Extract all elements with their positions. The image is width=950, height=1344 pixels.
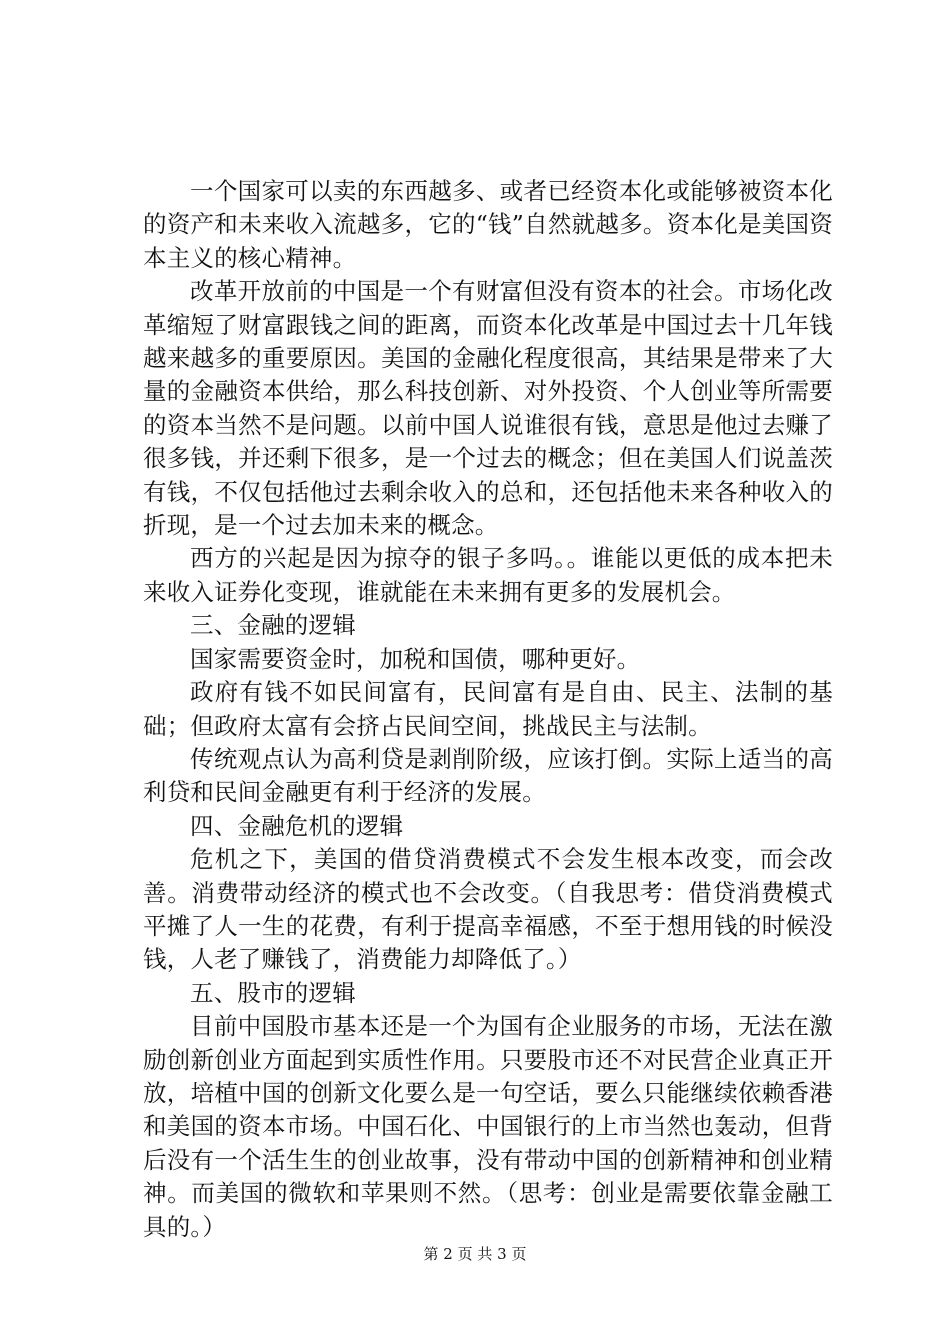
section-heading-crisis-logic: 四、金融危机的逻辑 <box>190 811 404 840</box>
paragraph-capitalization: 一个国家可以卖的东西越多、或者已经资本化或能够被资本化的资产和未来收入流越多，它的“钱”自然就越多。资本化是美国资本主义的核心精神。 <box>143 177 833 272</box>
paragraph-crisis: 危机之下，美国的借贷消费模式不会发生根本改变，而会改善。消费带动经济的模式也不会改变。（自我思考：借贷消费模式平摊了人一生的花费，有利于提高幸福感，不至于想用钱的时候没钱，人老了赚钱了，消费能力却降低了。） <box>143 845 833 974</box>
document-body <box>143 175 833 1244</box>
paragraph-usury: 传统观点认为高利贷是剥削阶级，应该打倒。实际上适当的高利贷和民间金融更有利于经济的发展。 <box>143 744 833 807</box>
paragraph-government-wealth: 政府有钱不如民间富有，民间富有是自由、民主、法制的基础；但政府太富有会挤占民间空间，挑战民主与法制。 <box>143 678 833 740</box>
section-heading-finance-logic: 三、金融的逻辑 <box>190 611 356 640</box>
paragraph-tax-vs-bonds: 国家需要资金时，加税和国债，哪种更好。 <box>190 644 641 673</box>
paragraph-stock-market: 目前中国股市基本还是一个为国有企业服务的市场，无法在激励创新创业方面起到实质性作用。只要股市还不对民营企业真正开放，培植中国的创新文化要么是一句空话，要么只能继续依赖香港和美国的资本市场。中国石化、中国银行的上市当然也轰动，但背后没有一个活生生的创业故事，没有带动中国的创新精神和创业精神。而美国的微软和苹果则不然。（思考：创业是需要依靠金融工具的。） <box>143 1012 833 1241</box>
paragraph-rise-of-west: 西方的兴起是因为掠夺的银子多吗。。谁能以更低的成本把未来收入证券化变现，谁就能在未来拥有更多的发展机会。 <box>143 544 833 606</box>
paragraph-reform: 改革开放前的中国是一个有财富但没有资本的社会。市场化改革缩短了财富跟钱之间的距离，而资本化改革是中国过去十几年钱越来越多的重要原因。美国的金融化程度很高，其结果是带来了大量的金融资本供给，那么科技创新、对外投资、个人创业等所需要的资本当然不是问题。以前中国人说谁很有钱，意思是他过去赚了很多钱，并还剩下很多，是一个过去的概念；但在美国人们说盖茨有钱，不仅包括他过去剩余收入的总和，还包括他未来各种收入的折现，是一个过去加未来的概念。 <box>143 277 833 540</box>
page-number-label: 第 2 页 共 3 页 <box>423 1245 527 1263</box>
page-footer <box>0 1243 950 1264</box>
section-heading-stock-market-logic: 五、股市的逻辑 <box>190 978 356 1007</box>
